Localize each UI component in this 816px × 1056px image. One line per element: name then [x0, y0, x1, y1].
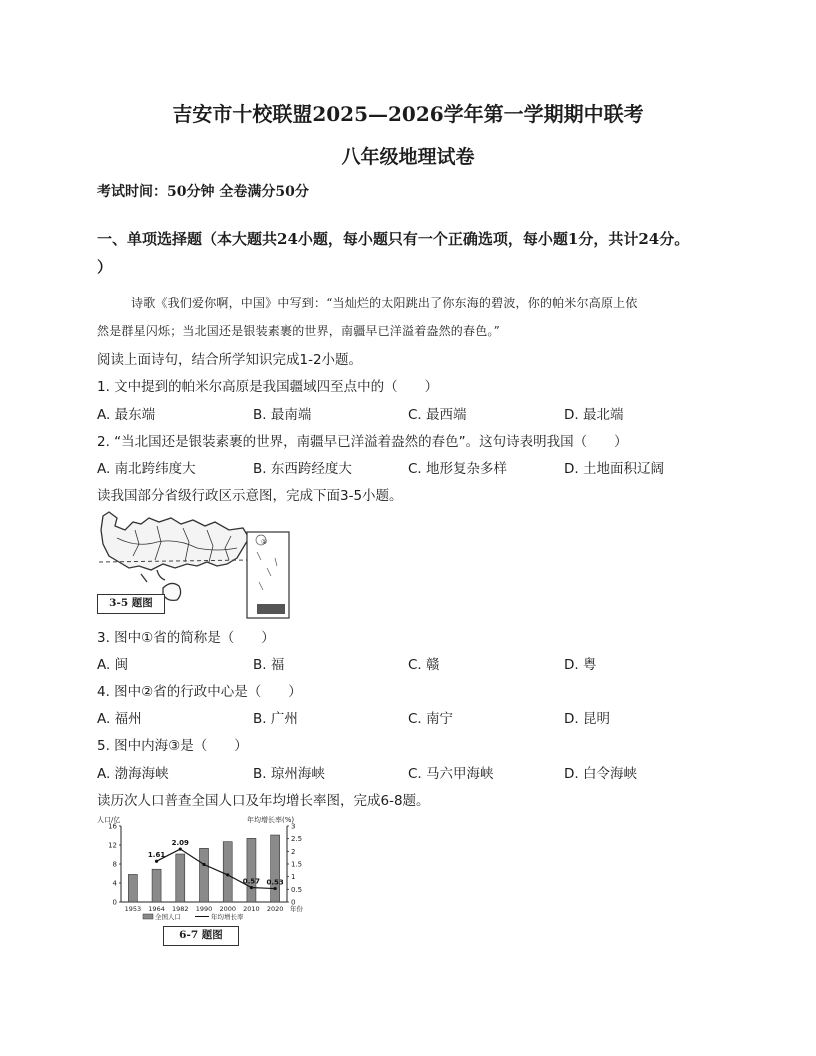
population-bar [128, 874, 137, 902]
q5-option-c[interactable]: C. 马六甲海峡 [408, 766, 494, 782]
y2-tick-label: 1 [291, 873, 296, 882]
chart-caption: 6-7 题图 [163, 926, 239, 946]
section-heading-end: ） [97, 258, 113, 276]
legend-bar-swatch [143, 914, 153, 919]
intro-6-8: 读历次人口普查全国人口及年均增长率图，完成6-8题。 [97, 793, 430, 809]
y-tick-label: 12 [108, 841, 117, 850]
q3-stem: 3. 图中①省的简称是（ ） [97, 630, 275, 646]
y-tick-label: 0 [112, 898, 117, 907]
q2-option-a[interactable]: A. 南北跨纬度大 [97, 461, 196, 477]
y2-axis-title: 年均增长率(%) [247, 816, 295, 824]
population-bar [200, 848, 209, 902]
q5-option-d[interactable]: D. 白令海峡 [564, 766, 637, 782]
exam-title: 吉安市十校联盟2025—2026学年第一学期期中联考 [172, 102, 644, 126]
y-tick-label: 4 [112, 879, 117, 888]
population-bar [247, 838, 256, 902]
growth-rate-point [250, 886, 253, 889]
legend-line-label: 年均增长率 [211, 913, 244, 921]
y2-tick-label: 0.5 [291, 885, 303, 894]
population-chart [97, 814, 319, 922]
growth-rate-label: 2.09 [171, 839, 189, 848]
x-tick-label: 1953 [124, 905, 142, 913]
q2-option-d[interactable]: D. 土地面积辽阔 [564, 461, 664, 477]
svg-text:①: ① [261, 538, 268, 546]
population-bar [223, 842, 232, 902]
growth-rate-point [179, 847, 182, 850]
population-bar [271, 835, 280, 902]
y-tick-label: 8 [112, 860, 117, 869]
q3-option-b[interactable]: B. 福 [253, 657, 285, 673]
province-map-figure [97, 508, 292, 620]
population-bar [152, 869, 161, 902]
y-axis-title: 人口/亿 [97, 816, 121, 824]
growth-rate-label: 0.53 [266, 878, 284, 887]
q2-option-b[interactable]: B. 东西跨经度大 [253, 461, 352, 477]
y2-tick-label: 2.5 [291, 835, 303, 844]
y2-tick-label: 1.5 [291, 860, 303, 869]
exam-subtitle: 八年级地理试卷 [341, 146, 475, 168]
q1-stem: 1. 文中提到的帕米尔高原是我国疆域四至点中的（ ） [97, 379, 439, 395]
population-bar [176, 854, 185, 902]
q5-option-b[interactable]: B. 琼州海峡 [253, 766, 325, 782]
growth-rate-point [226, 873, 229, 876]
x-tick-label: 2010 [243, 905, 260, 913]
poem-line-2: 然是群星闪烁；当北国还是银装素裹的世界，南疆早已洋溢着盎然的春色。” [97, 324, 500, 338]
x-tick-label: 1990 [195, 905, 213, 913]
q1-option-b[interactable]: B. 最南端 [253, 407, 312, 423]
growth-rate-point [155, 860, 158, 863]
y-tick-label: 16 [108, 822, 117, 831]
q1-option-a[interactable]: A. 最东端 [97, 407, 156, 423]
growth-rate-point [202, 863, 205, 866]
q5-option-a[interactable]: A. 渤海海峡 [97, 766, 169, 782]
q4-stem: 4. 图中②省的行政中心是（ ） [97, 684, 302, 700]
q4-option-c[interactable]: C. 南宁 [408, 711, 454, 727]
y2-tick-label: 3 [291, 822, 296, 831]
q2-option-c[interactable]: C. 地形复杂多样 [408, 461, 508, 477]
growth-rate-point [274, 887, 277, 890]
section-heading: 一、单项选择题（本大题共24小题，每小题只有一个正确选项，每小题1分，共计24分。 [97, 230, 690, 248]
growth-rate-label: 0.57 [242, 877, 261, 886]
exam-info: 考试时间：50分钟 全卷满分50分 [97, 184, 309, 200]
x-tick-label: 2020 [266, 905, 284, 913]
population-chart-figure [97, 814, 319, 946]
x-tick-label: 1964 [148, 905, 165, 913]
q5-stem: 5. 图中内海③是（ ） [97, 738, 248, 754]
intro-1-2: 阅读上面诗句，结合所学知识完成1-2小题。 [97, 352, 363, 368]
x-tick-label: 1982 [172, 905, 189, 913]
x-axis-title: 年份 [290, 905, 303, 913]
q4-option-b[interactable]: B. 广州 [253, 711, 298, 727]
q3-option-a[interactable]: A. 闽 [97, 657, 129, 673]
q4-option-a[interactable]: A. 福州 [97, 711, 142, 727]
q2-stem: 2. “当北国还是银装素裹的世界，南疆早已洋溢着盎然的春色”。这句诗表明我国（ ） [97, 434, 628, 450]
y2-tick-label: 0 [291, 898, 296, 907]
map-caption: 3-5 题图 [97, 594, 165, 614]
growth-rate-label: 1.61 [147, 851, 166, 860]
intro-3-5: 读我国部分省级行政区示意图，完成下面3-5小题。 [97, 488, 403, 504]
poem-line-1: 诗歌《我们爱你啊，中国》中写到：“当灿烂的太阳跳出了你东海的碧波，你的帕米尔高原上依 [131, 296, 638, 310]
legend-bar-label: 全国人口 [155, 913, 181, 921]
q3-option-c[interactable]: C. 赣 [408, 657, 440, 673]
y2-tick-label: 2 [291, 847, 296, 856]
q1-option-c[interactable]: C. 最西端 [408, 407, 467, 423]
q3-option-d[interactable]: D. 粤 [564, 657, 597, 673]
q1-option-d[interactable]: D. 最北端 [564, 407, 624, 423]
x-tick-label: 2000 [219, 905, 236, 913]
q4-option-d[interactable]: D. 昆明 [564, 711, 610, 727]
